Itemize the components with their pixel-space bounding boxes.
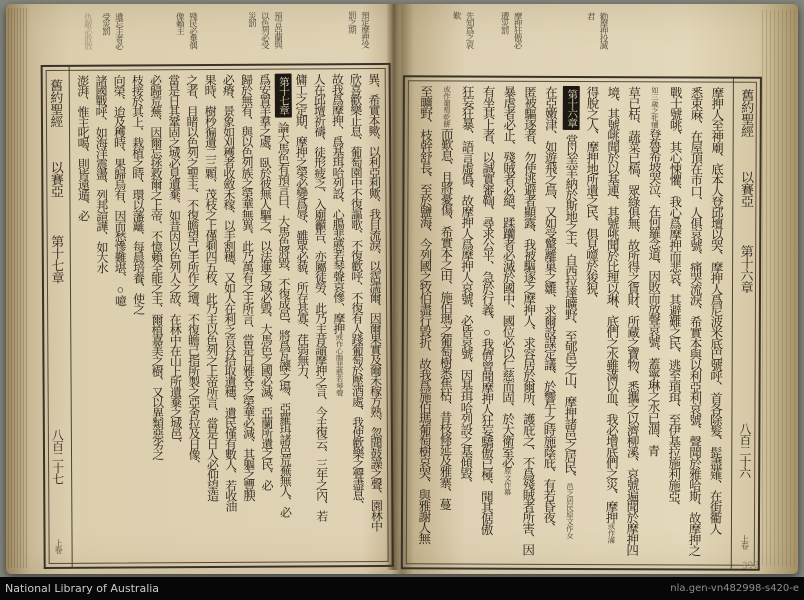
margin-summary bbox=[82, 13, 94, 50]
margin-summary bbox=[100, 13, 125, 50]
column-text: 當是日其鞏固之城必見遺棄、如昔因以色列人之故、在林中在山上所遺棄之城邑、 bbox=[166, 74, 183, 449]
margin-summary bbox=[246, 12, 284, 49]
column-text: 而歎息、且將憂傷、希實本之田、施伯瑪之葡萄樹悉焦枯、昔枝條延及雅寨、蔓 bbox=[437, 127, 454, 509]
margin-summary-line: 遭災罰 bbox=[500, 11, 511, 34]
margin-summary-line: 以色列必受 bbox=[260, 11, 271, 49]
column-text: 人在邱壇祈禱、徒形疲乏、入廟籲告、亦屬徒勞、此乃主昔諭摩押之言、今主復云、三年之內、若 bbox=[312, 73, 329, 521]
margin-summary-line: 勸摩押投誠 bbox=[599, 12, 610, 49]
text-column bbox=[599, 86, 622, 562]
right-fore-edge bbox=[762, 10, 796, 566]
column-text: 必瘠、景象如刈穫者收斂禾稼、以手割穗、又如人在利乏音谷拾取遺穗、遺民僅有數人、若收油 bbox=[221, 73, 238, 511]
column-text: 必歸荒蕪、因爾忘拯救爾之上帝、不憶賴全能之主、爾植嘉美之樹、又以異類惡劣之 bbox=[148, 74, 165, 460]
margin-summary-line: 先知爲之哀 bbox=[465, 11, 476, 49]
right-title-column bbox=[731, 79, 760, 572]
chapter-label: 第十七章 bbox=[49, 234, 65, 283]
margin-summary-line: 君 bbox=[586, 12, 597, 20]
column-text: 枝接於其上、栽植之時、環以藩籬、每晨培養、使之 bbox=[130, 74, 146, 314]
work-title: 舊約聖經 bbox=[739, 88, 755, 137]
book-title: 以賽亞 bbox=[738, 170, 755, 207]
text-column bbox=[557, 86, 580, 562]
text-column bbox=[516, 86, 539, 562]
margin-summary-line: 摩押狂傲必 bbox=[513, 11, 524, 49]
right-text-frame bbox=[401, 75, 762, 571]
right-body-columns bbox=[411, 85, 726, 562]
interlinear-note: 或作滿 bbox=[606, 522, 616, 544]
margin-summary-line: 預定摩押受 bbox=[360, 11, 371, 48]
binding-gutter-shadow bbox=[386, 4, 400, 570]
interlinear-note: 或作葡萄乾餅 bbox=[442, 85, 452, 128]
column-text: 狂妄狂暴、語言虛僞、故摩押人爲摩押人哀號、必皆哀號、因基珥哈列設之基傾毀、 bbox=[458, 85, 475, 489]
text-column bbox=[578, 86, 601, 562]
text-column bbox=[641, 86, 664, 562]
column-text: 澎湃、惟主叱喝、則皆遠遁、必 bbox=[75, 74, 91, 221]
chapter-heading-box: 第十六章 bbox=[563, 86, 580, 130]
left-text-frame bbox=[41, 63, 394, 569]
margin-summary-line: 殘民必棄偶 bbox=[188, 12, 199, 49]
page-number: 八百二十七 bbox=[50, 428, 65, 484]
book-title: 以賽亞 bbox=[48, 160, 64, 197]
margin-summary-line: 遺忘主者必 bbox=[114, 12, 125, 50]
margin-summary bbox=[451, 11, 476, 48]
image-id-watermark: nla.gen-vn482998-s420-e bbox=[670, 583, 799, 594]
column-text: 草已枯、蔬菜已槁、眾綠俱無、故所得之貨財、所藏之寶物、悉攜之以濟柳溪、哀號遍聞於摩押四 bbox=[624, 86, 641, 555]
column-text: 故我爲摩押、爲基珥哈列設、心腸悲慼若琴聲哀慘、摩押 bbox=[330, 73, 346, 334]
text-column bbox=[495, 86, 518, 562]
right-page bbox=[391, 3, 765, 575]
left-page bbox=[24, 3, 393, 575]
interlinear-note: 邑之居民原文作女 bbox=[565, 482, 575, 539]
column-text: 戰士號咷、其心悚懼、我心爲摩押而悲哀、其避難之民、逃至瑣珥、至伊基拉施利施亞、 bbox=[666, 86, 683, 512]
column-text: 摩押人至神廟、底本人登邱壇以哭、摩押人爲尼波米底巴號呼、首各除髮、髭盡薙、在街衢人 bbox=[707, 86, 724, 534]
right-margin-summaries bbox=[393, 11, 765, 69]
volume-label: 上卷 bbox=[54, 538, 64, 553]
margin-summary bbox=[174, 12, 199, 49]
margin-summary bbox=[585, 12, 610, 49]
margin-summary-line: 災罰 bbox=[247, 11, 258, 27]
margin-summary bbox=[346, 11, 371, 48]
interlinear-note: 原文作幕 bbox=[503, 467, 513, 496]
interlinear-note: 如三歲之牝犢 bbox=[650, 86, 660, 129]
library-watermark: National Library of Australia bbox=[5, 582, 160, 595]
margin-summary-line: 像賴主 bbox=[175, 12, 186, 35]
column-text: 諸國戰呼、如海洋震盪、列邦諠譁、如大水 bbox=[93, 74, 110, 273]
column-text: 至曠野、枝幹舒長、至於鹽海、今列國之牧伯盡行毀折、故我爲施伯瑪葡萄樹哀哭、與雅謝人無 bbox=[416, 85, 433, 544]
text-column bbox=[433, 85, 456, 561]
column-text: 登魯希坡哭泣、在何羅念道、因敗而放聲哀號、蓋寧琳之水已涸、青 bbox=[645, 128, 662, 456]
margin-summary-line: 歎 bbox=[452, 11, 463, 19]
volume-label: 上卷 bbox=[740, 534, 750, 549]
text-column bbox=[474, 86, 497, 562]
text-column bbox=[703, 87, 726, 563]
margin-summary-line: 仇敵必敗散 bbox=[83, 12, 94, 50]
column-text: 爲安置羊羣之處、臥於彼無人驅之、以法蓮之域必毀、大馬色之國必滅、亞蘭所遺之民、必 bbox=[257, 73, 275, 490]
column-text: 得脫之人、摩押地所遺之民、俱見噬於狻猊、 bbox=[584, 86, 600, 305]
text-column bbox=[682, 86, 705, 562]
work-title: 舊約聖經 bbox=[48, 78, 64, 127]
margin-summary-line: 罰之期 bbox=[347, 11, 358, 34]
left-margin-summaries bbox=[24, 11, 390, 69]
column-text: 境、其號咷聞於以基連、其號咷聞於比理以琳、底們之水雖滿以血、我必增底們之災、摩押 bbox=[603, 86, 620, 523]
column-text: 當以羔羊納於斯地之主、自西拉達曠野、至郇邑之山、摩押諸邑之居民、 bbox=[562, 133, 579, 483]
column-text: 暴虐者必止、殘賊者必絕、蹂躪者必滅於國中、國位必以仁慈而固、於大衛室必 bbox=[500, 85, 516, 468]
column-text: 在亞嫩津、如遊飛之鳥、又如受驚離巢之雛、求爾設謀定議、於響午之時施蔭庇、有若昏夜、 bbox=[541, 85, 558, 533]
chapter-label: 第十六章 bbox=[738, 244, 754, 293]
column-text: 傭工之定期、摩押之榮必變爲辱、雖眾必藐、所存甚寡、荏弱無力、 bbox=[293, 73, 310, 386]
column-text: 果時、樹杪徧遺二三顆、茂枝之上僅剩四五枚、此乃主以色列之上帝所言、當是日人必仰望造 bbox=[202, 73, 220, 501]
interlinear-note: 或作心腸悲慼若琴聲 bbox=[334, 333, 345, 397]
digitization-strip bbox=[0, 577, 804, 600]
margin-summary-line: 預言亞蘭與 bbox=[273, 11, 284, 49]
text-column bbox=[537, 86, 560, 562]
chapter-heading-box: 第十七章 bbox=[275, 73, 292, 117]
column-text: 向榮、迨及穫時、果歸烏有、因而愁慘難堪、○噫 bbox=[112, 74, 128, 306]
margin-summary bbox=[499, 12, 524, 49]
text-column bbox=[412, 85, 435, 561]
pencil-annotation: 392 bbox=[741, 560, 760, 572]
column-text: 論大馬色有預言曰、大馬色將毀、不復成邑、將爲瓦礫之場、亞羅珥諸邑荒蕪無人、必 bbox=[276, 121, 293, 517]
margin-summary-line: 受災罰 bbox=[101, 12, 112, 35]
text-column bbox=[620, 86, 643, 562]
page-number: 八百二十六 bbox=[737, 422, 752, 478]
column-text: 歸於無有、與以色列族之榮華無異、此乃萬有之主所言、當是日雅各之榮華必減、其軀之豐腴 bbox=[239, 73, 256, 501]
column-text: 匿被驅逐者、勿使逃避者顯露、我被驅逐之摩押人、求容居於爾所、護庇之、不爲殘賊者所害、因 bbox=[520, 85, 537, 555]
column-text: 欣喜歡樂止息、葡萄園中不復謳歌、不復歡呼、不復有人踐葡萄於壓酒處、我使歡樂之聲盡息、 bbox=[348, 73, 366, 510]
column-text: 之者、目睹以色列之聖主、不復瞻望己手所作之壇、不復瞻己指所製之亞舍拉及日像、 bbox=[184, 74, 202, 470]
column-text: 悉束麻、在屋頂在市口、人俱哀號、痛哭流淚、希實本與以利亞利哀號、聲聞於雅哈斯、故摩押之 bbox=[687, 86, 704, 556]
text-column bbox=[453, 85, 476, 561]
left-body-columns bbox=[72, 73, 386, 562]
column-text: 有坐其上者、以誠實審鞫、尋求公平、急於行義、○我儕曾聞摩押人狂妄驕傲已極、聞其倨傲 bbox=[479, 85, 496, 535]
left-title-column bbox=[43, 67, 73, 567]
text-column bbox=[364, 73, 385, 560]
column-text: 異、希實本歟、以利亞利歟、我目流淚、以霑濡爾、因爾果實及爾禾稼方熟、忽聞鼓譟之聲、園林中 bbox=[366, 72, 384, 531]
text-column bbox=[661, 86, 684, 562]
